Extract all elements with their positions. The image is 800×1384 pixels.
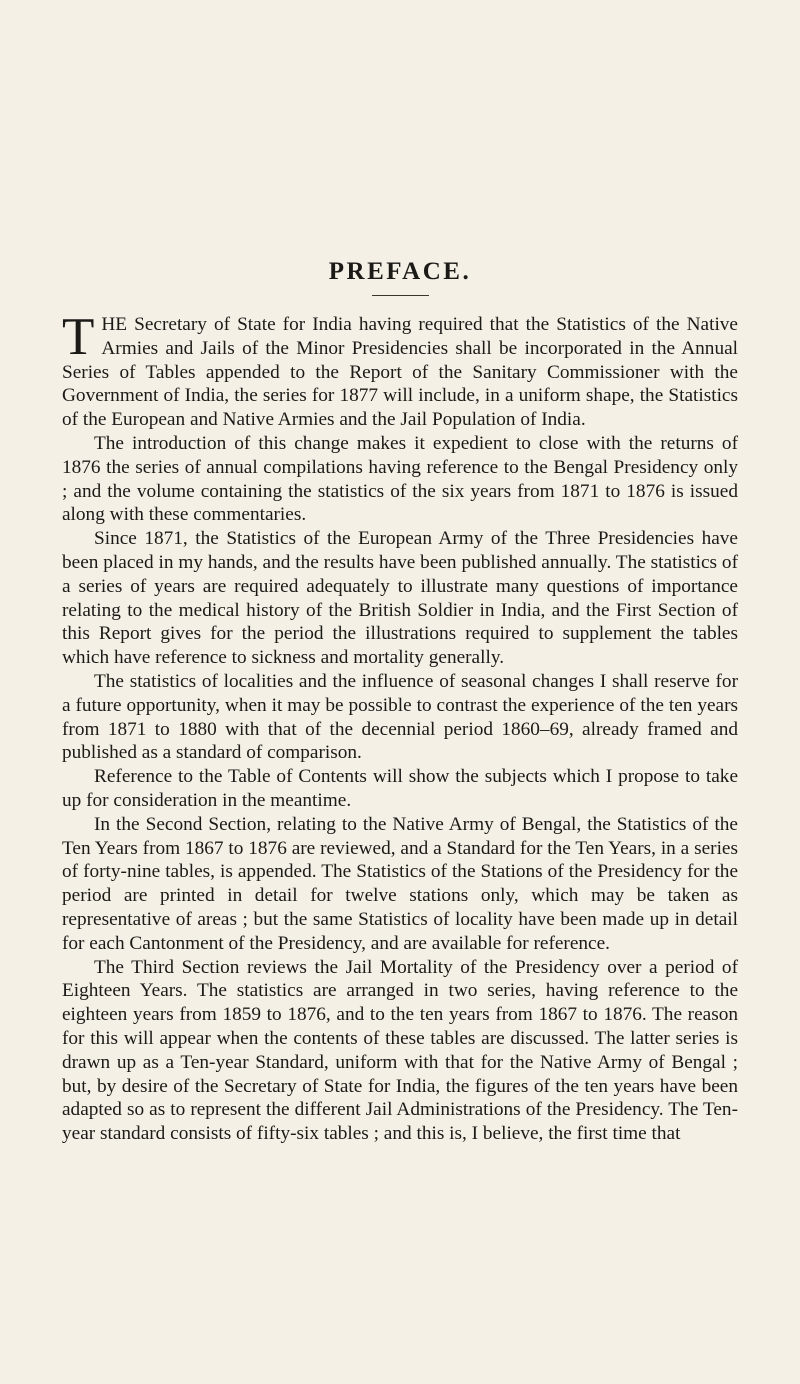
- paragraph-6: In the Second Section, relating to the Native Army of Bengal, the Statistics of the Ten Years from 1867 to 1876 are reviewed, and a Standard for the Ten Years, in a series of forty-nine tables, is appended. The Statistics of the Stations of the Presidency for the period are printed in detail for twelve stations only, which may be taken as representative of areas ; but the same Statistics of locality have been made up in detail for each Cantonment of the Presidency, and are available for reference.: [62, 813, 738, 954]
- paragraph-7: The Third Section reviews the Jail Mortality of the Presidency over a period of Eighteen Years. The statistics are arranged in two series, having reference to the eighteen years from 1859 to 1876, and to the ten years from 1867 to 1876. The reason for this will appear when the contents of these tables are discussed. The latter series is drawn up as a Ten-year Standard, uniform with that for the Native Army of Bengal ; but, by desire of the Secretary of State for India, the figures of the ten years have been adapted so as to represent the different Jail Administrations of the Presidency. The Ten-year standard consists of fifty-six tables ; and this is, I believe, the first time that: [62, 956, 738, 1145]
- preface-body: [62, 308, 738, 1146]
- paragraph-1-text: HE Secretary of State for India having required that the Statistics of the Native Armies and Jails of the Minor Presidencies shall be incorporated in the Annual Series of Tables appended to the Report of the Sanitary Commissioner with the Government of India, the series for 1877 will include, in a uniform shape, the Statistics of the European and Native Armies and the Jail Population of India.: [62, 314, 738, 431]
- paragraph-5: Reference to the Table of Contents will show the subjects which I propose to take up for consideration in the meantime.: [62, 766, 738, 811]
- paragraph-1: [62, 308, 738, 432]
- page-title: PREFACE.: [328, 258, 472, 285]
- paragraph-3: Since 1871, the Statistics of the European Army of the Three Presidencies have been placed in my hands, and the results have been published annually. The statistics of a series of years are required adequately to illustrate many questions of importance relating to the medical history of the British Soldier in India, and the First Section of this Report gives for the period the illustrations required to supplement the tables which have reference to sickness and mortality generally.: [62, 528, 738, 669]
- title-rule: [372, 295, 429, 296]
- paragraph-4: The statistics of localities and the influence of seasonal changes I shall reserve for a future opportunity, when it may be possible to contrast the experience of the ten years from 1871 to 1880 with that of the decennial period 1860–69, already framed and published as a standard of comparison.: [62, 670, 738, 764]
- paragraph-2: The introduction of this change makes it expedient to close with the returns of 1876 the series of annual compilations having reference to the Bengal Presidency only ; and the volume containing the statistics of the six years from 1871 to 1876 is issued along with these commentaries.: [62, 432, 738, 526]
- drop-cap: T: [62, 308, 95, 366]
